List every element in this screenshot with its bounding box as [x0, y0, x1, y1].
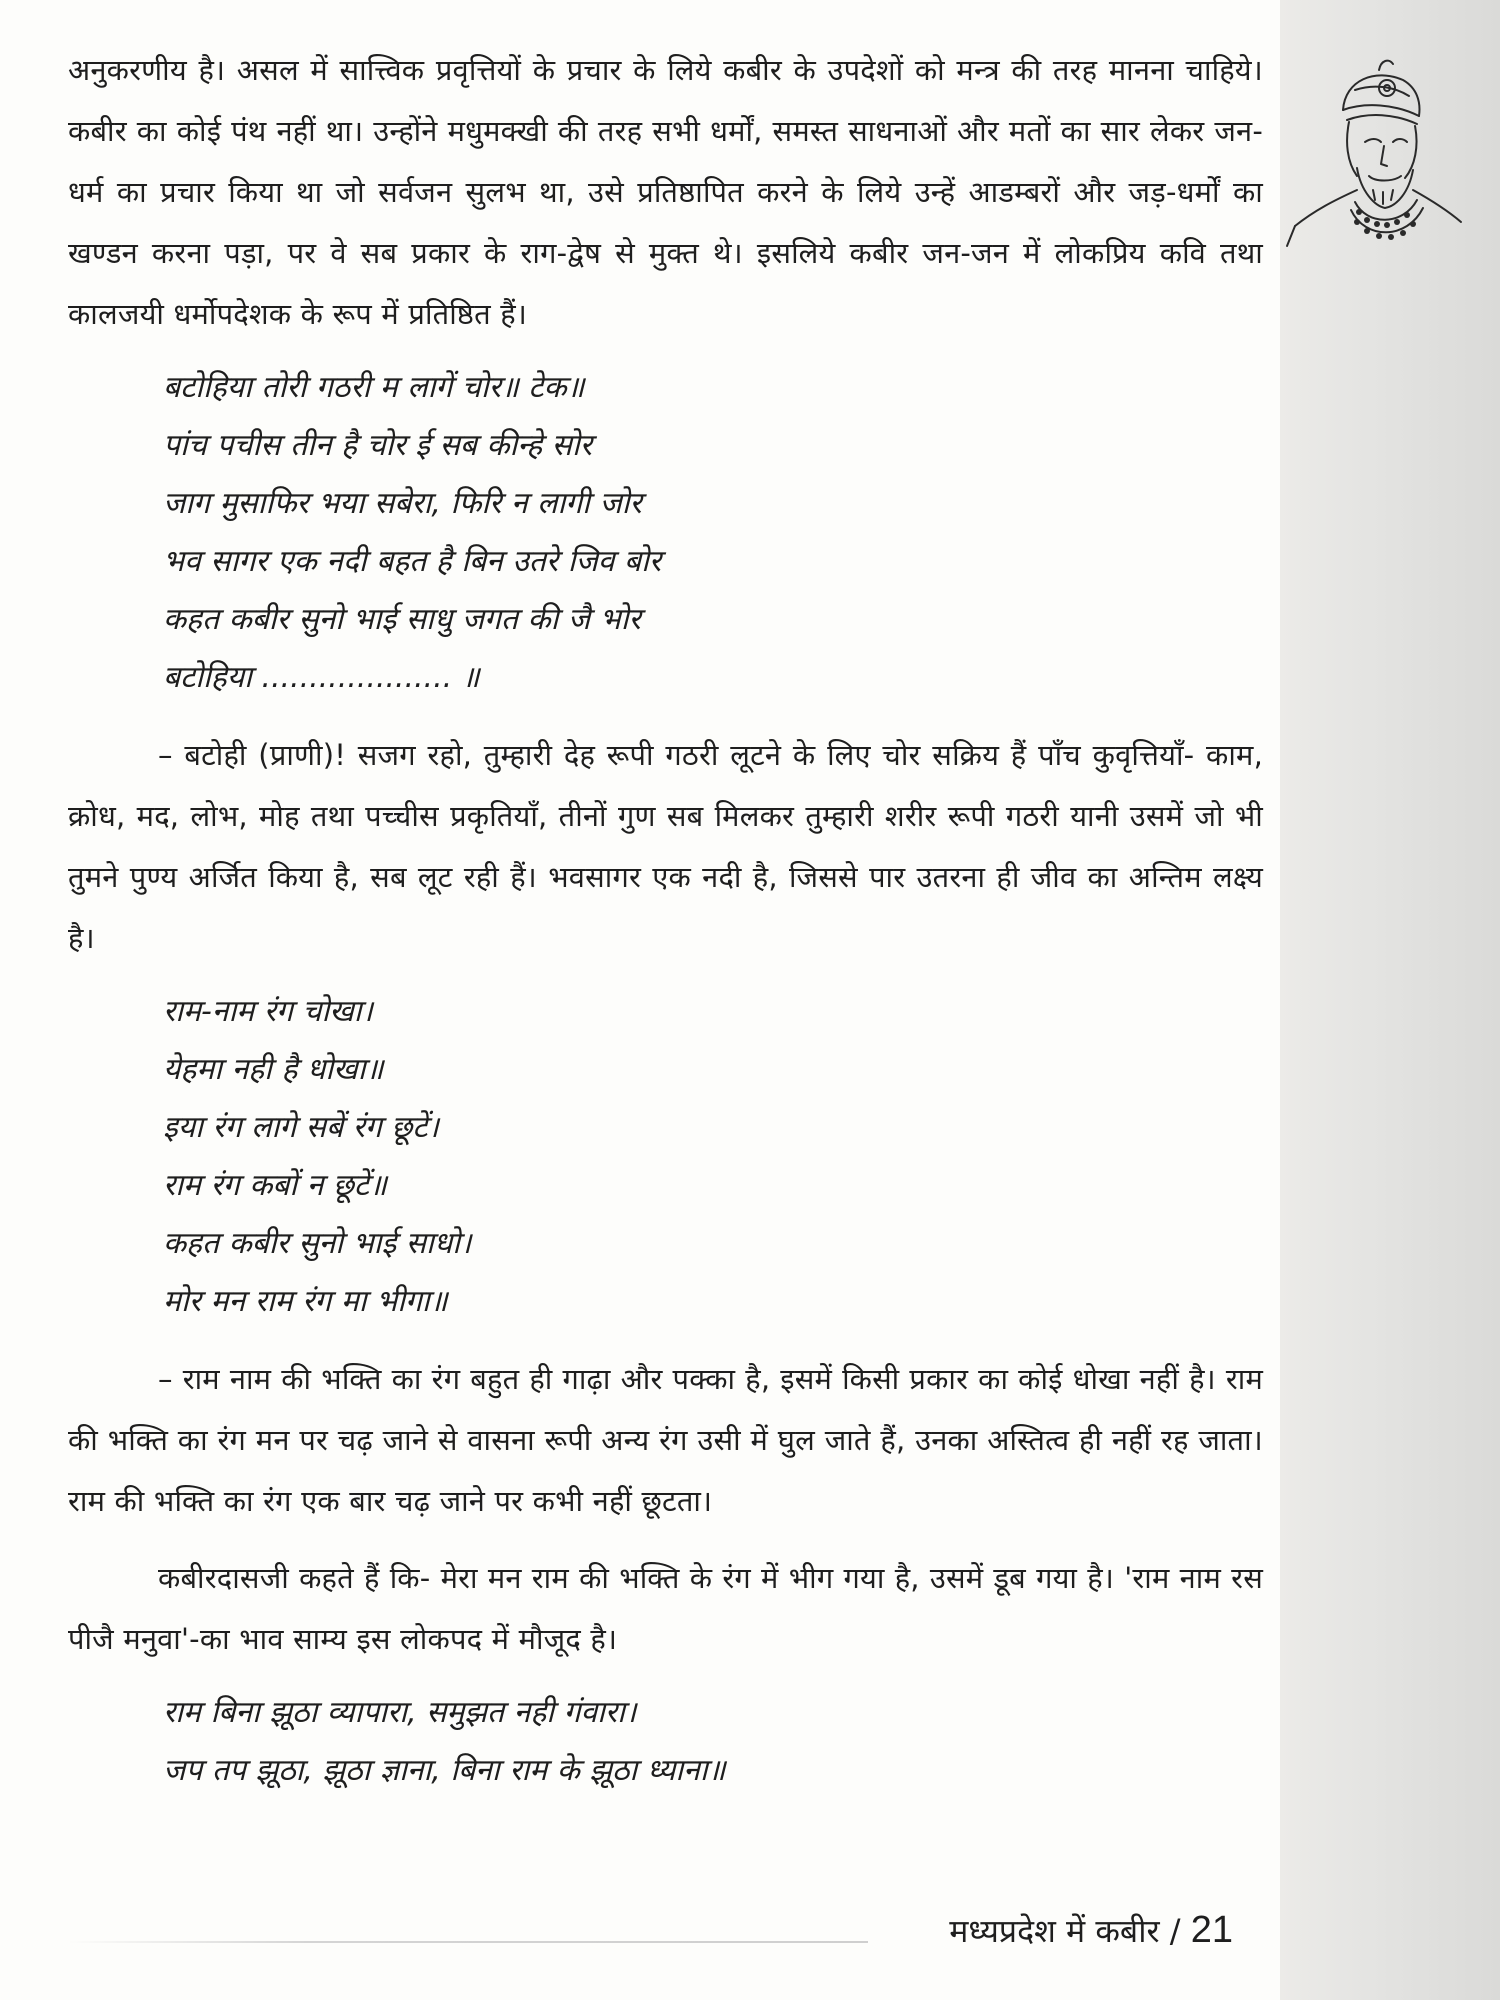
verse-line: कहत कबीर सुनो भाई साधु जगत की जै भोर [163, 602, 641, 637]
footer-separator: / [1169, 1912, 1181, 1950]
verse-ram-naam [68, 983, 1263, 1331]
verse-line: कहत कबीर सुनो भाई साधो। [163, 1226, 472, 1261]
verse-line: येहमा नही है धोखा॥ [163, 1052, 384, 1087]
main-text-column [68, 40, 1263, 1818]
verse-line: जाग मुसाफिर भया सबेरा, फिरि न लागी जोर [163, 486, 642, 521]
verse-batohiya [68, 359, 1263, 707]
verse-line: जप तप झूठा, झूठा ज्ञाना, बिना राम के झूठा ध्याना॥ [163, 1753, 726, 1788]
page-number: 21 [1190, 1909, 1233, 1951]
verse-ram-bina [68, 1684, 1263, 1800]
book-title: मध्यप्रदेश में कबीर [949, 1912, 1160, 1950]
verse-line: राम-नाम रंग चोखा। [163, 994, 373, 1029]
running-footer [949, 1905, 1233, 1956]
paragraph-kabirdas: कबीरदासजी कहते हैं कि- मेरा मन राम की भक्ति के रंग में भीग गया है, उसमें डूब गया है। 'राम नाम रस पीजै मनुवा'-का भाव साम्य इस लोकपद में मौजूद है। [68, 1561, 1263, 1656]
footer-divider [68, 1941, 868, 1943]
verse-line: राम बिना झूठा व्यापारा, समुझत नही गंवारा। [163, 1695, 637, 1730]
verse-line: इया रंग लागे सबें रंग छूटें। [163, 1110, 439, 1145]
side-margin-strip [1280, 0, 1500, 2000]
verse-line: राम रंग कबों न छूटें॥ [163, 1168, 387, 1203]
paragraph-ram-bhakti: – राम नाम की भक्ति का रंग बहुत ही गाढ़ा और पक्का है, इसमें किसी प्रकार का कोई धोखा नहीं है। राम की भक्ति का रंग मन पर चढ़ जाने से वासना रूपी अन्य रंग उसी में घुल जाते हैं, उनका अस्तित्व ही नहीं रह जाता। राम की भक्ति का रंग एक बार चढ़ जाने पर कभी नहीं छूटता। [68, 1362, 1263, 1518]
verse-line: बटोहिया तोरी गठरी म लागें चोर॥ टेक॥ [163, 370, 585, 405]
verse-line: बटोहिया .................... ॥ [163, 660, 480, 695]
verse-line: पांच पचीस तीन है चोर ई सब कीन्हे सोर [163, 428, 592, 463]
kabir-portrait-illustration [1285, 50, 1465, 260]
paragraph-intro: अनुकरणीय है। असल में सात्त्विक प्रवृत्तियों के प्रचार के लिये कबीर के उपदेशों को मन्त्र की तरह मानना चाहिये। कबीर का कोई पंथ नहीं था। उन्होंने मधुमक्खी की तरह सभी धर्मों, समस्त साधनाओं और मतों का सार लेकर जन-धर्म का प्रचार किया था जो सर्वजन सुलभ था, उसे प्रतिष्ठापित करने के लिये उन्हें आडम्बरों और जड़-धर्मों का खण्डन करना पड़ा, पर वे सब प्रकार के राग-द्वेष से मुक्त थे। इसलिये कबीर जन-जन में लोकप्रिय कवि तथा कालजयी धर्मोपदेशक के रूप में प्रतिष्ठित हैं। [68, 53, 1263, 331]
verse-line: मोर मन राम रंग मा भीगा॥ [163, 1284, 448, 1319]
page-footer [68, 1905, 1263, 1965]
paragraph-batohi-explanation: – बटोही (प्राणी)! सजग रहो, तुम्हारी देह रूपी गठरी लूटने के लिए चोर सक्रिय हैं पाँच कुवृत्तियाँ- काम, क्रोध, मद, लोभ, मोह तथा पच्चीस प्रकृतियाँ, तीनों गुण सब मिलकर तुम्हारी शरीर रूपी गठरी यानी उसमें जो भी तुमने पुण्य अर्जित किया है, सब लूट रही हैं। भवसागर एक नदी है, जिससे पार उतरना ही जीव का अन्तिम लक्ष्य है। [68, 738, 1263, 955]
verse-line: भव सागर एक नदी बहत है बिन उतरे जिव बोर [163, 544, 662, 579]
